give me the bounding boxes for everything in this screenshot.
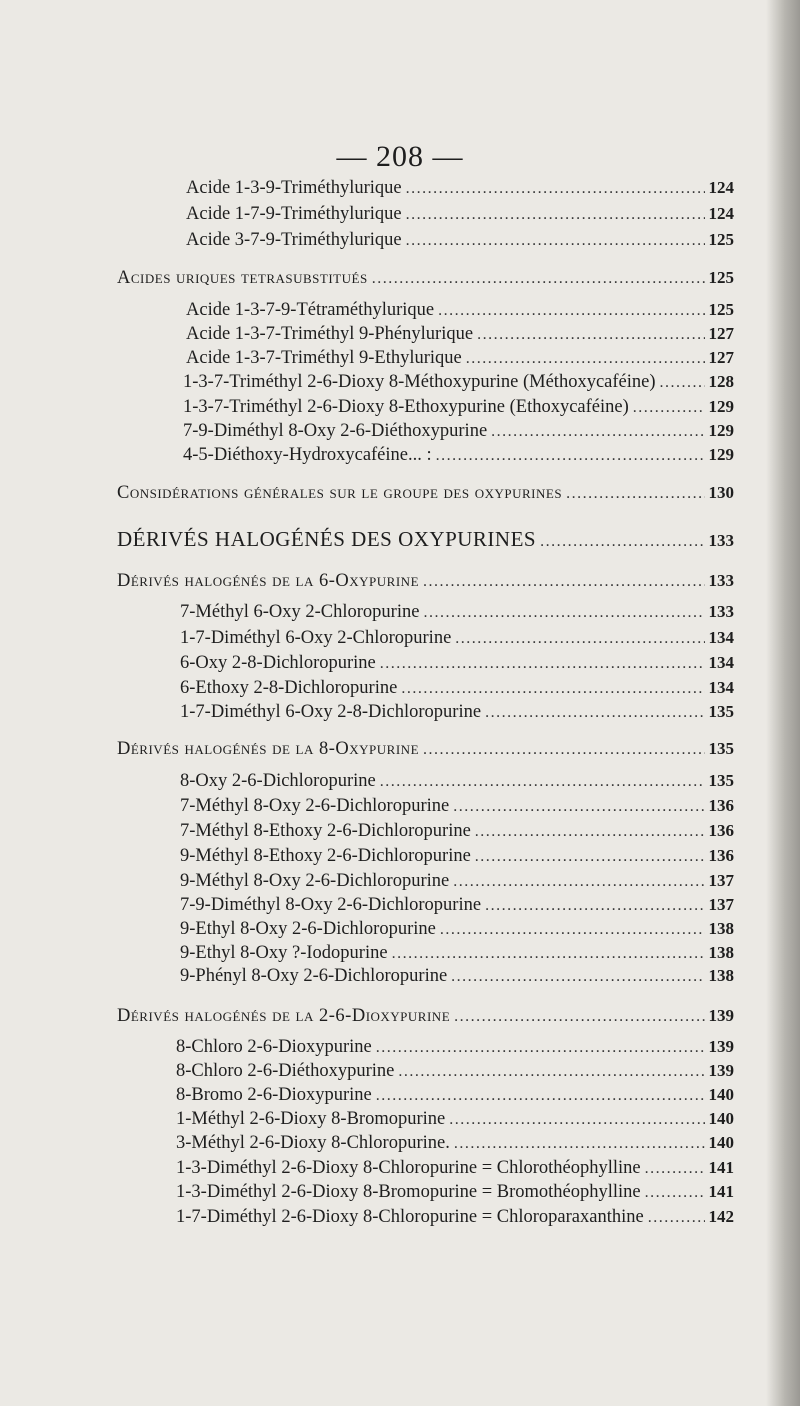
entry-title: 3-Méthyl 2-6-Dioxy 8-Chloropurine. xyxy=(176,1133,450,1153)
entry-page: 137 xyxy=(708,895,734,914)
entry-title: Acide 1-3-7-Triméthyl 9-Phénylurique xyxy=(186,324,474,344)
toc-entry xyxy=(180,917,734,941)
toc-entry xyxy=(176,1156,734,1180)
section-heading: Considérations générales sur le groupe des oxypurines xyxy=(117,483,563,503)
dot-leader xyxy=(660,371,705,395)
dot-leader xyxy=(423,738,704,762)
entry-title: 8-Oxy 2-6-Dichloropurine xyxy=(180,771,376,791)
toc-entry xyxy=(176,1107,734,1131)
dot-leader xyxy=(376,1084,705,1108)
toc-entry xyxy=(186,322,734,346)
entry-page: 129 xyxy=(708,421,734,440)
section-page: 130 xyxy=(708,483,734,502)
entry-title: Acide 1-3-9-Triméthylurique xyxy=(186,178,402,198)
toc-entry xyxy=(186,176,734,200)
chapter-heading: DÉRIVÉS HALOGÉNÉS DES OXYPURINES xyxy=(117,527,537,551)
dot-leader xyxy=(449,1108,704,1132)
section-heading: Acides uriques tetrasubstitués xyxy=(117,268,368,288)
toc-entry xyxy=(180,600,734,624)
dot-leader xyxy=(453,795,704,819)
dot-leader xyxy=(645,1157,705,1181)
toc-entry xyxy=(186,346,734,370)
section-page: 135 xyxy=(708,739,734,758)
entry-title: 7-Méthyl 8-Ethoxy 2-6-Dichloropurine xyxy=(180,821,471,841)
dot-leader xyxy=(423,601,704,625)
dot-leader xyxy=(380,770,705,794)
entry-title: Acide 3-7-9-Triméthylurique xyxy=(186,230,402,250)
dot-leader xyxy=(438,299,704,323)
toc-entry xyxy=(180,794,734,818)
dot-leader xyxy=(466,347,705,371)
entry-title: 9-Phényl 8-Oxy 2-6-Dichloropurine xyxy=(180,966,448,986)
dot-leader xyxy=(372,267,705,291)
entry-page: 129 xyxy=(708,445,734,464)
toc-entry xyxy=(186,228,734,252)
entry-title: 9-Ethyl 8-Oxy ?-Iodopurine xyxy=(180,943,388,963)
entry-page: 142 xyxy=(708,1207,734,1226)
entry-title: 9-Ethyl 8-Oxy 2-6-Dichloropurine xyxy=(180,919,436,939)
toc-entry xyxy=(176,1083,734,1107)
entry-page: 137 xyxy=(708,871,734,890)
dot-leader xyxy=(648,1206,705,1230)
entry-title: 6-Ethoxy 2-8-Dichloropurine xyxy=(180,678,398,698)
dot-leader xyxy=(540,530,704,554)
entry-title: 1-3-7-Triméthyl 2-6-Dioxy 8-Ethoxypurine (Ethoxycaféine) xyxy=(183,397,629,417)
entry-title: 1-7-Diméthyl 6-Oxy 2-8-Dichloropurine xyxy=(180,702,482,722)
entry-page: 134 xyxy=(708,653,734,672)
entry-page: 139 xyxy=(708,1037,734,1056)
dot-leader xyxy=(380,652,705,676)
toc-entry xyxy=(180,769,734,793)
dot-leader xyxy=(633,396,705,420)
entry-title: 7-Méthyl 8-Oxy 2-6-Dichloropurine xyxy=(180,796,450,816)
toc-entry xyxy=(183,443,734,467)
entry-title: 1-3-Diméthyl 2-6-Dioxy 8-Chloropurine = Chlorothéophylline xyxy=(176,1158,641,1178)
entry-page: 134 xyxy=(708,628,734,647)
dot-leader xyxy=(645,1181,705,1205)
dot-leader xyxy=(406,203,705,227)
toc-entry xyxy=(186,202,734,226)
dot-leader xyxy=(454,1005,704,1029)
chapter-page: 133 xyxy=(708,531,734,550)
section-heading: Dérivés halogénés de la 2-6-Dioxypurine xyxy=(117,1006,451,1026)
dot-leader xyxy=(401,677,704,701)
page-number: — 208 — xyxy=(336,140,464,173)
page-edge-shadow xyxy=(766,0,800,1406)
dot-leader xyxy=(406,229,705,253)
toc-entry xyxy=(183,395,734,419)
entry-page: 136 xyxy=(708,846,734,865)
toc-entry xyxy=(180,676,734,700)
entry-page: 136 xyxy=(708,796,734,815)
entry-page: 138 xyxy=(708,966,734,985)
toc-entry xyxy=(176,1205,734,1229)
entry-page: 139 xyxy=(708,1061,734,1080)
toc-section-heading xyxy=(117,481,734,505)
dot-leader xyxy=(423,570,704,594)
entry-page: 127 xyxy=(708,324,734,343)
entry-page: 141 xyxy=(708,1158,734,1177)
section-heading: Dérivés halogénés de la 8-Oxypurine xyxy=(117,739,420,759)
dot-leader xyxy=(440,918,705,942)
dot-leader xyxy=(451,965,704,989)
section-page: 139 xyxy=(708,1006,734,1025)
dot-leader xyxy=(475,820,705,844)
dot-leader xyxy=(406,177,705,201)
entry-page: 136 xyxy=(708,821,734,840)
toc-section-heading xyxy=(117,266,734,290)
toc-entry xyxy=(180,819,734,843)
entry-title: 1-7-Diméthyl 2-6-Dioxy 8-Chloropurine = Chloroparaxanthine xyxy=(176,1207,644,1227)
entry-page: 133 xyxy=(708,602,734,621)
entry-page: 140 xyxy=(708,1085,734,1104)
entry-page: 125 xyxy=(708,230,734,249)
entry-title: 9-Méthyl 8-Ethoxy 2-6-Dichloropurine xyxy=(180,846,471,866)
dot-leader xyxy=(566,482,704,506)
entry-page: 138 xyxy=(708,943,734,962)
entry-page: 128 xyxy=(708,372,734,391)
entry-page: 135 xyxy=(708,702,734,721)
toc-entry xyxy=(180,626,734,650)
dot-leader xyxy=(475,845,705,869)
entry-page: 135 xyxy=(708,771,734,790)
dot-leader xyxy=(485,894,704,918)
section-page: 133 xyxy=(708,571,734,590)
toc-section-heading xyxy=(117,1004,734,1028)
entry-title: 8-Chloro 2-6-Diéthoxypurine xyxy=(176,1061,395,1081)
dot-leader xyxy=(485,701,704,725)
dot-leader xyxy=(398,1060,704,1084)
entry-title: 1-3-Diméthyl 2-6-Dioxy 8-Bromopurine = Bromothéophylline xyxy=(176,1182,641,1202)
dot-leader xyxy=(436,444,705,468)
entry-page: 124 xyxy=(708,204,734,223)
toc-entry xyxy=(176,1180,734,1204)
toc-entry xyxy=(176,1131,734,1155)
toc-entry xyxy=(183,370,734,394)
dot-leader xyxy=(453,870,704,894)
toc-entry xyxy=(176,1059,734,1083)
toc-section-heading xyxy=(117,737,734,761)
dot-leader xyxy=(392,942,705,966)
toc-entry xyxy=(176,1035,734,1059)
entry-title: 7-9-Diméthyl 8-Oxy 2-6-Dichloropurine xyxy=(180,895,482,915)
entry-page: 140 xyxy=(708,1133,734,1152)
toc-entry xyxy=(180,941,734,965)
dot-leader xyxy=(455,627,704,651)
toc-entry xyxy=(180,651,734,675)
entry-title: 6-Oxy 2-8-Dichloropurine xyxy=(180,653,376,673)
entry-title: 1-3-7-Triméthyl 2-6-Dioxy 8-Méthoxypurine (Méthoxycaféine) xyxy=(183,372,656,392)
entry-title: 1-7-Diméthyl 6-Oxy 2-Chloropurine xyxy=(180,628,452,648)
entry-page: 125 xyxy=(708,300,734,319)
entry-page: 138 xyxy=(708,919,734,938)
toc-entry xyxy=(180,893,734,917)
toc-entry xyxy=(180,844,734,868)
entry-title: 9-Méthyl 8-Oxy 2-6-Dichloropurine xyxy=(180,871,450,891)
entry-title: 8-Bromo 2-6-Dioxypurine xyxy=(176,1085,372,1105)
dot-leader xyxy=(454,1132,705,1156)
entry-page: 129 xyxy=(708,397,734,416)
entry-title: 4-5-Diéthoxy-Hydroxycaféine... : xyxy=(183,445,432,465)
entry-title: 7-9-Diméthyl 8-Oxy 2-6-Diéthoxypurine xyxy=(183,421,488,441)
entry-title: Acide 1-3-7-9-Tétraméthylurique xyxy=(186,300,435,320)
toc-entry xyxy=(180,964,734,988)
entry-title: Acide 1-3-7-Triméthyl 9-Ethylurique xyxy=(186,348,462,368)
entry-page: 124 xyxy=(708,178,734,197)
toc-entry xyxy=(180,700,734,724)
entry-page: 140 xyxy=(708,1109,734,1128)
toc-entry xyxy=(180,869,734,893)
toc-entry xyxy=(183,419,734,443)
toc-entry xyxy=(186,298,734,322)
entry-page: 127 xyxy=(708,348,734,367)
dot-leader xyxy=(491,420,704,444)
entry-title: 8-Chloro 2-6-Dioxypurine xyxy=(176,1037,372,1057)
entry-page: 134 xyxy=(708,678,734,697)
section-heading: Dérivés halogénés de la 6-Oxypurine xyxy=(117,571,420,591)
entry-title: 7-Méthyl 6-Oxy 2-Chloropurine xyxy=(180,602,420,622)
entry-page: 141 xyxy=(708,1182,734,1201)
entry-title: Acide 1-7-9-Triméthylurique xyxy=(186,204,402,224)
toc-chapter-heading xyxy=(117,527,734,551)
dot-leader xyxy=(376,1036,705,1060)
toc-section-heading xyxy=(117,569,734,593)
section-page: 125 xyxy=(708,268,734,287)
dot-leader xyxy=(477,323,704,347)
entry-title: 1-Méthyl 2-6-Dioxy 8-Bromopurine xyxy=(176,1109,446,1129)
